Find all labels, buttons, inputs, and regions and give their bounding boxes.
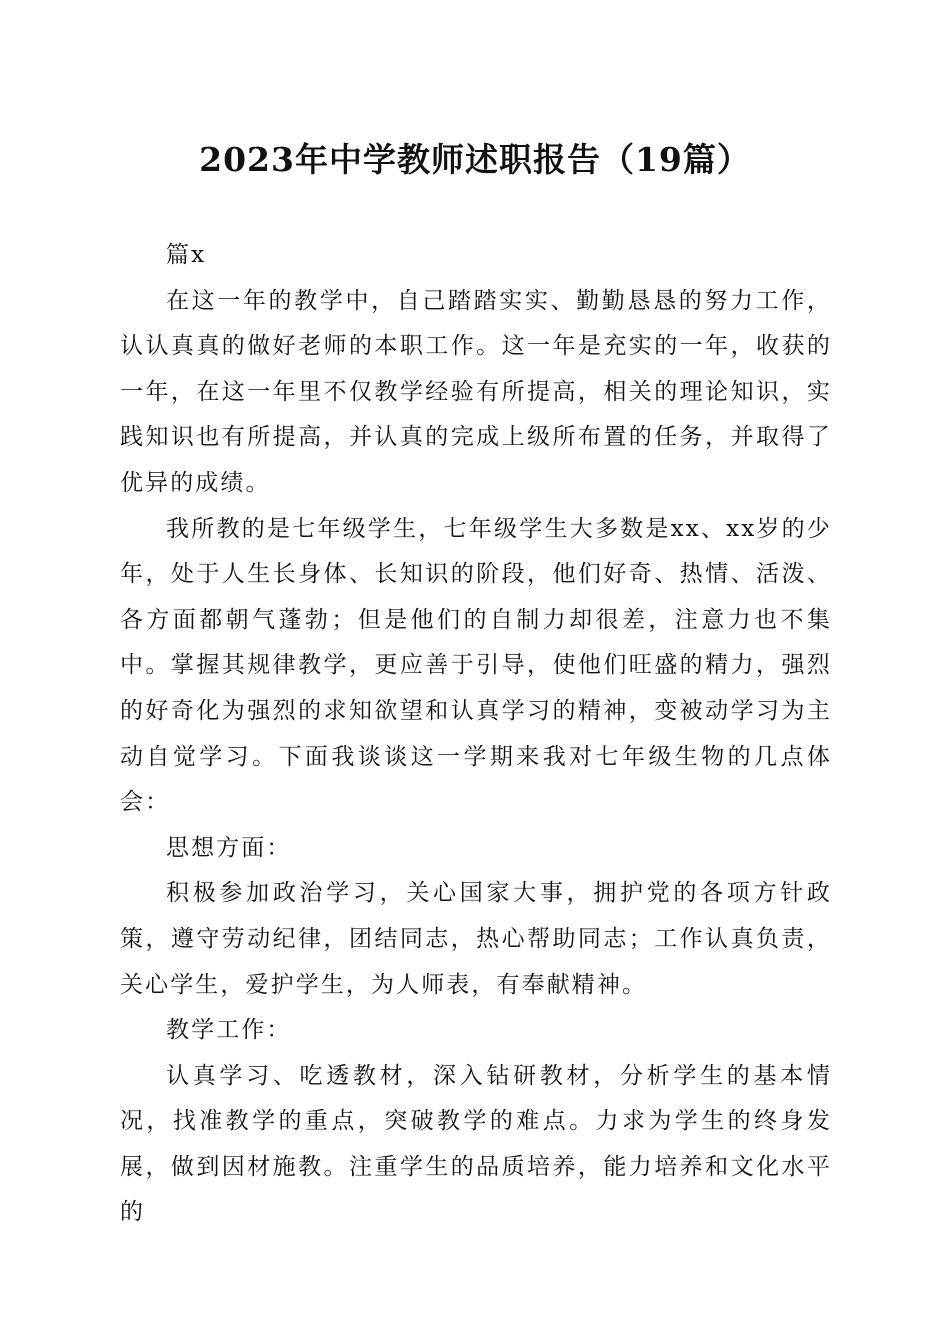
paragraph-section-label: 篇x [166,242,207,268]
document-title: 2023年中学教师述职报告（19篇） [199,140,751,179]
heading-teaching: 教学工作： [166,1017,292,1044]
paragraph-students: 我所教的是七年级学生，七年级学生大多数是xx、xx岁的少年，处于人生长身体、长知识的阶段，他们好奇、热情、活泼、各方面都朝气蓬勃；但是他们的自制力却很差，注意力也不集中。掌握其规律教学，更应善于引导，使他们旺盛的精力，强烈的好奇化为强烈的求知欲望和认真学习的精神，变被动学习为主动自觉学习。下面我谈谈这一学期来我对七年级生物的几点体会： [120,515,832,816]
document-body [120,233,832,1236]
paragraph-teaching: 认真学习、吃透教材，深入钻研教材，分析学生的基本情况，找准教学的重点，突破教学的难点。力求为学生的终身发展，做到因材施教。注重学生的品质培养，能力培养和文化水平的 [120,1062,832,1226]
paragraph-thought: 积极参加政治学习，关心国家大事，拥护党的各项方针政策，遵守劳动纪律，团结同志，热心帮助同志；工作认真负责，关心学生，爱护学生，为人师表，有奉献精神。 [120,880,832,998]
heading-thought: 思想方面： [166,834,292,861]
paragraph-intro: 在这一年的教学中，自己踏踏实实、勤勤恳恳的努力工作，认认真真的做好老师的本职工作。这一年是充实的一年，收获的一年，在这一年里不仅教学经验有所提高，相关的理论知识，实践知识也有所提高，并认真的完成上级所布置的任务，并取得了优异的成绩。 [120,287,832,496]
